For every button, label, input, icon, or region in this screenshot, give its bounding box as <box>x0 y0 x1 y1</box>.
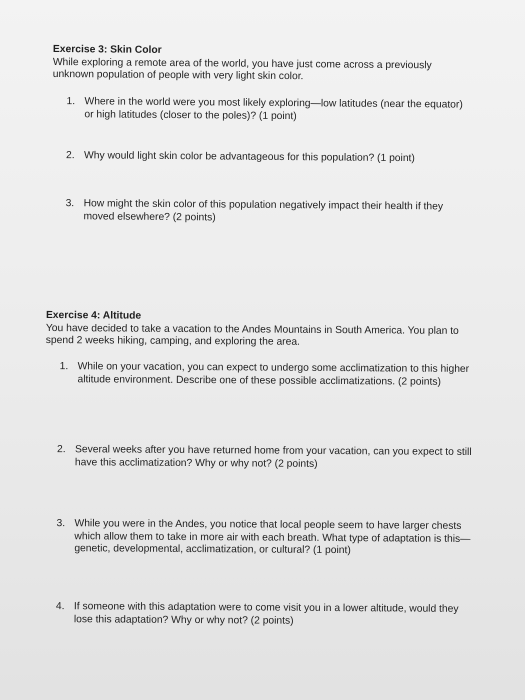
exercise-3-question-3 <box>65 198 475 227</box>
exercise-4-section <box>45 310 486 627</box>
question-number: 1. <box>59 361 69 373</box>
exercise-4-question-2 <box>57 444 477 472</box>
question-text: How might the skin color of this population negatively impact their health if they moved elsewhere? (2 points) <box>83 198 444 223</box>
question-number: 3. <box>56 518 66 530</box>
question-text: While you were in the Andes, you notice that local people seem to have larger chests which allow them to take in more air with each breath. What type of adaptation is this—genetic, developmental, acclimatization, or cultural? (1 point) <box>74 518 471 557</box>
exercise-3-title: Exercise 3: Skin Color <box>52 44 162 56</box>
question-number: 2. <box>65 150 75 162</box>
exercise-3-question-2 <box>66 150 466 166</box>
exercise-4-intro: You have decided to take a vacation to the Andes Mountains in South America. You plan to spend 2 weeks hiking, camping, and exploring the area. <box>45 322 459 348</box>
exercise-3-section <box>52 44 473 223</box>
question-text: If someone with this adaptation were to come visit you in a lower altitude, would they lose this adaptation? Why or why not? (2 points) <box>73 601 459 627</box>
question-number: 4. <box>55 601 65 613</box>
question-text: While on your vacation, you can expect to undergo some acclimatization to this higher altitude environment. Describe one of these possible acclimatizations. (2 points) <box>77 361 470 388</box>
exercise-4-question-3 <box>56 518 476 558</box>
question-text: Several weeks after you have returned home from your vacation, can you expect to still have this acclimatization? Why or why not? (2 points) <box>74 444 472 470</box>
exercise-3-question-1 <box>66 96 466 124</box>
exercise-4-question-4 <box>56 601 476 629</box>
exercise-4-title: Exercise 4: Altitude <box>45 310 142 322</box>
question-text: Where in the world were you most likely exploring—low latitudes (near the equator) or high latitudes (closer to the poles)? (1 point) <box>84 96 463 122</box>
question-number: 3. <box>65 198 75 210</box>
exercise-4-question-1 <box>59 361 479 389</box>
question-text: Why would light skin color be advantageous for this population? (1 point) <box>83 150 415 165</box>
question-number: 2. <box>56 444 66 456</box>
exercise-3-intro: While exploring a remote area of the world, you have just come across a previously unknown population of people with very light skin color. <box>52 56 432 83</box>
question-number: 1. <box>66 96 76 108</box>
